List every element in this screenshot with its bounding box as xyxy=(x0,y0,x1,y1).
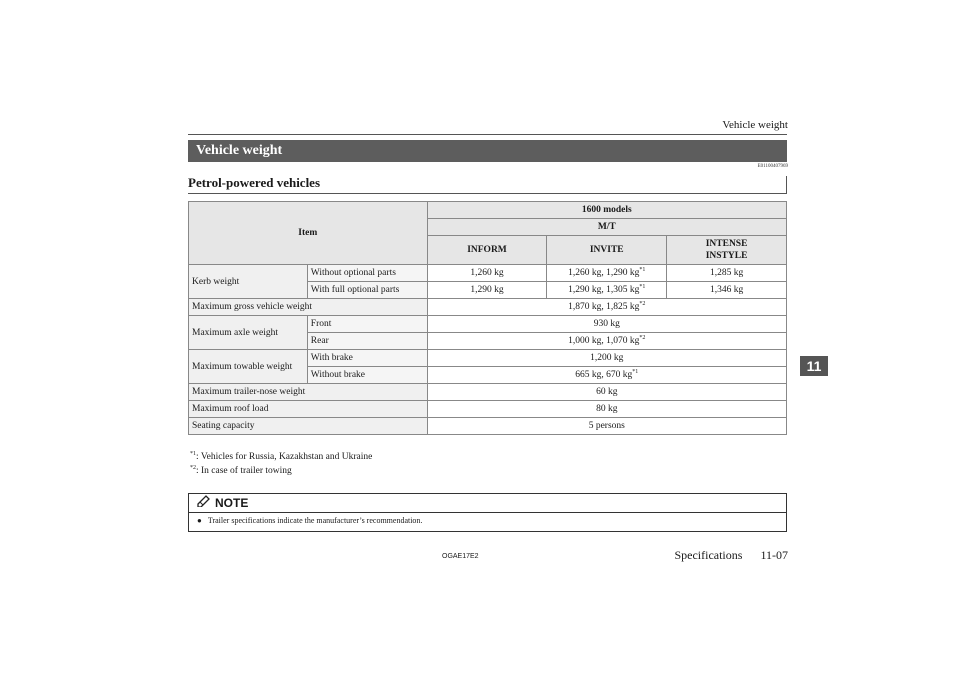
row-label-trailer-nose: Maximum trailer-nose weight xyxy=(189,384,428,401)
transmission-header: M/T xyxy=(427,219,786,236)
cell-value: 665 kg, 670 $kg^{*1}$ xyxy=(427,367,786,384)
table-row xyxy=(189,418,787,435)
table-row xyxy=(189,299,787,316)
footer-section: Specifications xyxy=(674,548,743,562)
row-label-kerb: Kerb weight xyxy=(189,265,308,299)
table-row xyxy=(189,401,787,418)
section-code: E01100407969 xyxy=(757,164,788,169)
cell-value: 1,200 kg xyxy=(427,350,786,367)
cell-value: 1,290 kg, 1,305 $kg^{*1}$ xyxy=(547,282,667,299)
item-header: Item xyxy=(189,202,428,265)
sub-label-front: Front xyxy=(307,316,427,333)
sub-label-without-brake: Without brake xyxy=(307,367,427,384)
row-label-gross: Maximum gross vehicle weight xyxy=(189,299,428,316)
vehicle-weight-table xyxy=(188,201,787,435)
chapter-tab: 11 xyxy=(800,356,828,376)
sub-label-rear: Rear xyxy=(307,333,427,350)
row-label-roof: Maximum roof load xyxy=(189,401,428,418)
table-row xyxy=(189,350,787,367)
grade-header-intense: INTENSE INSTYLE xyxy=(667,236,787,265)
cell-value: 930 kg xyxy=(427,316,786,333)
sub-label-with-brake: With brake xyxy=(307,350,427,367)
cell-value: 1,346 kg xyxy=(667,282,787,299)
cell-value: 1,285 kg xyxy=(667,265,787,282)
cell-value: 60 kg xyxy=(427,384,786,401)
grade-header-invite: INVITE xyxy=(547,236,667,265)
header-rule xyxy=(188,134,787,135)
note-text: Trailer specifications indicate the manufacturer’s recommendation. xyxy=(207,516,423,525)
subsection-rule xyxy=(188,193,787,194)
table-row xyxy=(189,316,787,333)
cell-value: 1,000 kg, 1,070 $kg^{*2}$ xyxy=(427,333,786,350)
row-label-axle: Maximum axle weight xyxy=(189,316,308,350)
subsection-rule-tick xyxy=(786,176,787,193)
running-header: Vehicle weight xyxy=(722,119,788,131)
section-title: Vehicle weight xyxy=(188,140,787,162)
subsection-title: Petrol-powered vehicles xyxy=(188,175,321,190)
table-row xyxy=(189,384,787,401)
row-label-seating: Seating capacity xyxy=(189,418,428,435)
cell-value: 1,260 kg xyxy=(427,265,547,282)
footnote-2: $^{*2}$: In case of trailer towing xyxy=(190,464,292,476)
note-body xyxy=(189,513,786,525)
note-header xyxy=(189,494,786,513)
grade-header-inform: INFORM xyxy=(427,236,547,265)
note-box xyxy=(188,493,787,532)
cell-value: 1,870 kg, 1,825 $kg^{*2}$ xyxy=(427,299,786,316)
note-pencil-icon xyxy=(197,494,211,512)
bullet-icon: ● xyxy=(197,516,202,525)
page-footer xyxy=(656,548,788,563)
cell-value: 80 kg xyxy=(427,401,786,418)
cell-value: 5 persons xyxy=(427,418,786,435)
cell-value: 1,290 kg xyxy=(427,282,547,299)
footnote-1: $^{*1}$: Vehicles for Russia, Kazakhstan and Ukraine xyxy=(190,450,373,462)
group-header: 1600 models xyxy=(427,202,786,219)
table-row xyxy=(189,265,787,282)
row-label-towable: Maximum towable weight xyxy=(189,350,308,384)
document-code: OGAE17E2 xyxy=(442,553,479,560)
note-title: NOTE xyxy=(215,496,249,510)
sub-label-without-options: Without optional parts xyxy=(307,265,427,282)
cell-value: 1,260 kg, 1,290 $kg^{*1}$ xyxy=(547,265,667,282)
sub-label-with-options: With full optional parts xyxy=(307,282,427,299)
page-number: 11-07 xyxy=(760,548,788,562)
